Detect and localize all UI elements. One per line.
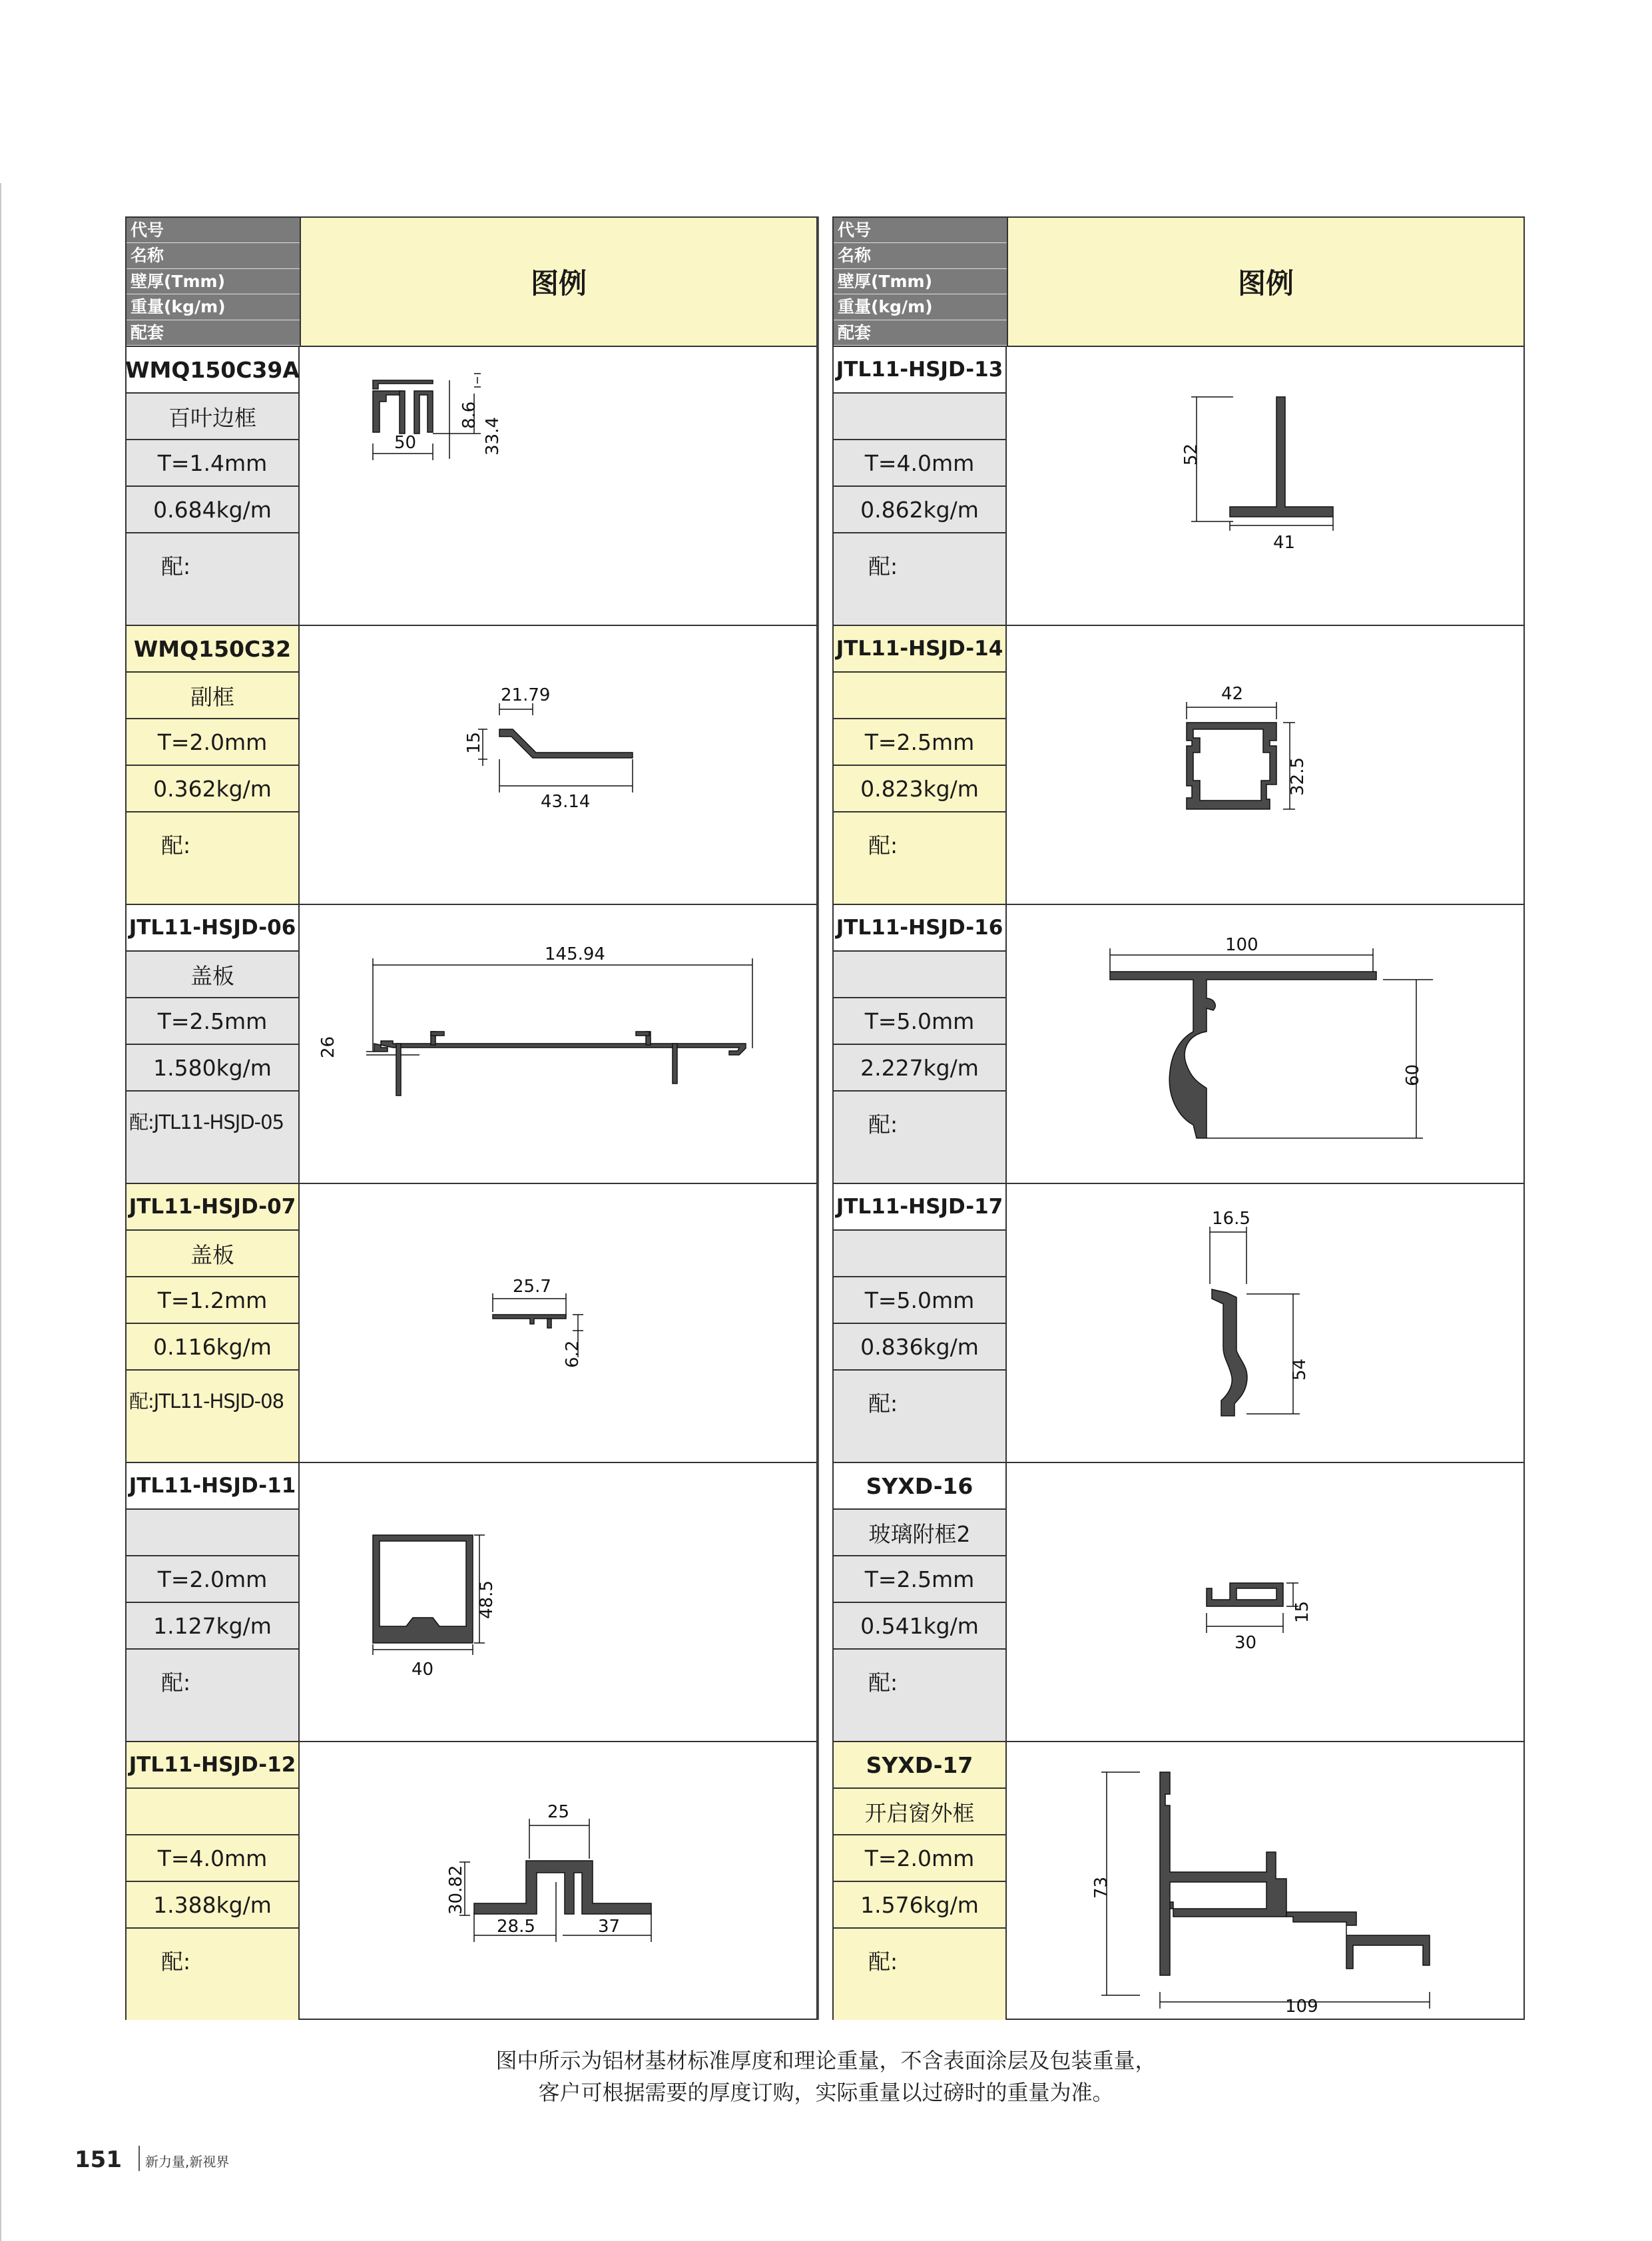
product-info	[834, 1463, 1007, 1741]
profile-drawing	[300, 347, 816, 625]
profile-drawing	[300, 1742, 816, 2020]
product-name	[834, 1231, 1005, 1277]
product-thickness: T=5.0mm	[834, 1277, 1005, 1324]
product-row	[127, 346, 816, 625]
dimension-label: 25.7	[513, 1277, 551, 1297]
product-name	[127, 1510, 298, 1556]
product-weight: 1.127kg/m	[127, 1603, 298, 1650]
product-match: 配:JTL11-HSJD-08	[127, 1371, 298, 1462]
product-code: WMQ150C39A	[127, 347, 298, 394]
product-code: JTL11-HSJD-11	[127, 1463, 298, 1510]
product-name: 盖板	[127, 1231, 298, 1277]
product-info	[834, 1742, 1007, 2020]
header-code-label: 代号	[127, 218, 300, 243]
product-info	[834, 626, 1007, 904]
header-name-label: 名称	[127, 243, 300, 268]
profile-drawing	[1007, 626, 1523, 904]
product-match: 配:	[834, 812, 1005, 904]
product-name: 盖板	[127, 952, 298, 998]
product-code: JTL11-HSJD-16	[834, 905, 1005, 952]
product-row	[127, 625, 816, 904]
header-name-label: 名称	[834, 243, 1007, 268]
profile-drawing	[1007, 1463, 1523, 1741]
product-info	[127, 1463, 300, 1741]
product-thickness: T=2.5mm	[127, 998, 298, 1045]
product-thickness: T=1.4mm	[127, 440, 298, 487]
product-thickness: T=2.5mm	[834, 1556, 1005, 1603]
product-code: SYXD-16	[834, 1463, 1005, 1510]
dimension-label: 32.5	[1288, 757, 1308, 796]
product-name: 百叶边框	[127, 394, 298, 440]
header-match-label: 配套	[834, 320, 1007, 346]
product-thickness: T=2.0mm	[127, 719, 298, 766]
dimension-label: 15	[464, 731, 484, 754]
header-legend: 图例	[1007, 218, 1523, 346]
header-thickness-label: 壁厚(Tmm)	[834, 269, 1007, 294]
dimension-label: 26	[318, 1036, 338, 1058]
product-info	[127, 905, 300, 1183]
dimension-label: 28.5	[497, 1917, 535, 1937]
profile-drawing	[300, 626, 816, 904]
dimension-label: 48.5	[477, 1580, 497, 1619]
profile-drawing	[1007, 347, 1523, 625]
page-number: 151	[75, 2146, 122, 2173]
product-name	[834, 673, 1005, 719]
dimension-label: 25	[547, 1802, 570, 1822]
product-code: WMQ150C32	[127, 626, 298, 673]
profile-drawing	[1007, 1184, 1523, 1462]
product-name	[834, 394, 1005, 440]
dimension-label: 30	[1235, 1633, 1257, 1653]
footnote-line-1: 图中所示为铝材基材标准厚度和理论重量，不含表面涂层及包装重量，	[495, 2048, 1157, 2073]
product-weight: 0.541kg/m	[834, 1603, 1005, 1650]
product-row	[127, 1462, 816, 1741]
dimension-label: 16.5	[1212, 1209, 1250, 1229]
dimension-label: 60	[1403, 1064, 1423, 1086]
product-thickness: T=2.5mm	[834, 719, 1005, 766]
header-match-label: 配套	[127, 320, 300, 346]
product-row	[834, 625, 1523, 904]
product-weight: 2.227kg/m	[834, 1045, 1005, 1092]
folio-divider	[138, 2146, 140, 2171]
product-match: 配:	[127, 1929, 298, 2020]
product-weight: 1.576kg/m	[834, 1882, 1005, 1929]
product-weight: 1.388kg/m	[127, 1882, 298, 1929]
product-row	[127, 904, 816, 1183]
product-weight: 0.116kg/m	[127, 1324, 298, 1371]
header-legend: 图例	[300, 218, 816, 346]
dimension-label: 8.6	[459, 401, 479, 429]
product-match: 配:	[127, 812, 298, 904]
product-thickness: T=1.2mm	[127, 1277, 298, 1324]
product-match: 配:	[127, 1650, 298, 1741]
product-thickness: T=5.0mm	[834, 998, 1005, 1045]
product-thickness: T=4.0mm	[834, 440, 1005, 487]
product-match: 配:	[834, 1650, 1005, 1741]
dimension-label: 100	[1225, 935, 1258, 955]
product-info	[127, 626, 300, 904]
product-weight: 0.684kg/m	[127, 487, 298, 533]
profile-drawing	[300, 1463, 816, 1741]
dimension-label: 43.14	[541, 792, 591, 812]
profile-drawing	[300, 905, 816, 1183]
product-name: 玻璃附框2	[834, 1510, 1005, 1556]
product-info	[127, 1184, 300, 1462]
product-code: SYXD-17	[834, 1742, 1005, 1789]
product-row	[834, 1183, 1523, 1462]
product-info	[127, 1742, 300, 2020]
column-divider	[818, 216, 819, 2020]
product-code: JTL11-HSJD-07	[127, 1184, 298, 1231]
product-match: 配:	[834, 1092, 1005, 1183]
right-spec-table	[832, 216, 1525, 2020]
footnote-line-2: 客户可根据需要的厚度订购，实际重量以过磅时的重量为准。	[538, 2080, 1114, 2105]
product-weight: 0.362kg/m	[127, 766, 298, 812]
dimension-label: 40	[412, 1660, 434, 1680]
dimension-label: 30.82	[446, 1865, 466, 1915]
product-code: JTL11-HSJD-13	[834, 347, 1005, 394]
dimension-label: 145.94	[545, 944, 605, 964]
product-name	[834, 952, 1005, 998]
product-row	[127, 1741, 816, 2020]
dimension-label: 21.79	[501, 685, 551, 705]
product-weight: 0.862kg/m	[834, 487, 1005, 533]
product-name: 开启窗外框	[834, 1789, 1005, 1835]
product-info	[834, 347, 1007, 625]
product-info	[834, 905, 1007, 1183]
dimension-label: 37	[598, 1917, 621, 1937]
product-match: 配:	[834, 1929, 1005, 2020]
dimension-label: 15	[1292, 1600, 1312, 1623]
product-thickness: T=2.0mm	[127, 1556, 298, 1603]
product-match: 配:	[834, 533, 1005, 625]
product-match: 配:	[834, 1371, 1005, 1462]
product-row	[834, 346, 1523, 625]
dimension-label: 41	[1273, 533, 1296, 553]
header-thickness-label: 壁厚(Tmm)	[127, 269, 300, 294]
product-name: 副框	[127, 673, 298, 719]
product-code: JTL11-HSJD-14	[834, 626, 1005, 673]
product-code: JTL11-HSJD-06	[127, 905, 298, 952]
product-match: 配:	[127, 533, 298, 625]
product-weight: 1.580kg/m	[127, 1045, 298, 1092]
dimension-label: 109	[1285, 1997, 1318, 2017]
dimension-label: 33.4	[483, 417, 503, 456]
product-code: JTL11-HSJD-12	[127, 1742, 298, 1789]
product-thickness: T=2.0mm	[834, 1835, 1005, 1882]
product-name	[127, 1789, 298, 1835]
dimension-label: 52	[1181, 443, 1201, 466]
page-edge	[0, 183, 1, 2241]
dimension-label: 42	[1221, 684, 1244, 704]
profile-drawing	[1007, 905, 1523, 1183]
product-row	[834, 904, 1523, 1183]
product-code: JTL11-HSJD-17	[834, 1184, 1005, 1231]
product-weight: 0.836kg/m	[834, 1324, 1005, 1371]
product-row	[127, 1183, 816, 1462]
header-labels	[834, 218, 1007, 346]
dimension-label: 50	[394, 433, 417, 453]
dimension-label: 73	[1091, 1876, 1111, 1899]
product-row	[834, 1462, 1523, 1741]
left-spec-table	[125, 216, 818, 2020]
product-match: 配:JTL11-HSJD-05	[127, 1092, 298, 1183]
header-labels	[127, 218, 300, 346]
header-code-label: 代号	[834, 218, 1007, 243]
product-info	[834, 1184, 1007, 1462]
header-weight-label: 重量(kg/m)	[127, 294, 300, 320]
product-info	[127, 347, 300, 625]
dimension-label: 6.2	[563, 1340, 583, 1368]
product-weight: 0.823kg/m	[834, 766, 1005, 812]
folio-slogan: 新力量,新视界	[145, 2154, 230, 2170]
profile-drawing	[1007, 1742, 1523, 2020]
product-row	[834, 1741, 1523, 2020]
product-thickness: T=4.0mm	[127, 1835, 298, 1882]
header-weight-label: 重量(kg/m)	[834, 294, 1007, 320]
dimension-label: 54	[1290, 1358, 1310, 1381]
profile-drawing	[300, 1184, 816, 1462]
